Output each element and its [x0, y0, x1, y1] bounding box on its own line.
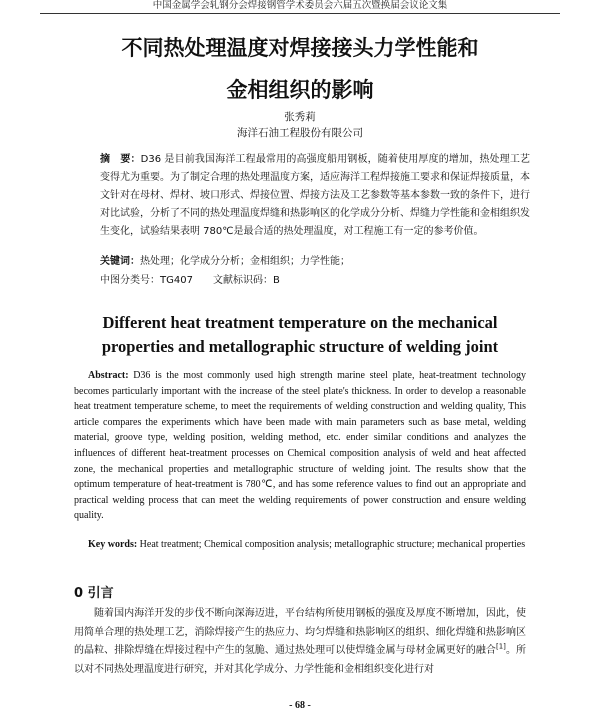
chinese-abstract-label: 摘 要： [100, 154, 141, 165]
english-abstract [74, 368, 526, 524]
introduction-text-part-2: 。所以对不同热处理温度进行研究，并对其化学成分、力学性能和金相组织变化进行对 [74, 645, 527, 675]
chinese-keywords-label: 关键词： [100, 256, 140, 267]
english-keywords [74, 537, 526, 553]
english-abstract-text: D36 is the most commonly used high strength marine steel plate, heat-treatment technology becomes particularly important with the increase of the steel plate's thickness. In order to develop a reasonable heat treatment temperature scheme, to meet the requirements of welding construction and welding quality, This article compares the experiments which have been made with main parameters such as base metal, welding material, groove type, welding position, welding method, etc. ender similar conditions and analyzes the influences of different heat-treatment processes on Chemical composition analysis of weld and heat affected zone, the mechanical properties and metallographic structure of welding joint. The results show that the optimum temperature of heat-treatment is 780℃, and has some reference values to find out an appropriate and practical welding process that can meet the welding requirements of power construction and ensure welding quality. [74, 370, 526, 522]
chinese-keywords-text: 热处理；化学成分分析；金相组织；力学性能； [140, 256, 350, 267]
chinese-abstract [100, 151, 530, 241]
english-abstract-label: Abstract: [88, 370, 129, 381]
header-rule [40, 13, 560, 14]
chinese-keywords [100, 253, 530, 271]
english-title-line-1: Different heat treatment temperature on the mechanical [102, 313, 498, 332]
classification-line: 中图分类号：TG407 文献标识码：B [100, 275, 280, 286]
author-affiliation: 海洋石油工程股份有限公司 [237, 127, 363, 139]
english-keywords-text: Heat treatment; Chemical composition analysis; metallographic structure; mechanical properties [137, 539, 526, 550]
introduction-paragraph [74, 605, 526, 679]
chinese-title-line-2: 金相组织的影响 [226, 78, 374, 102]
chinese-abstract-text: D36 是目前我国海洋工程最常用的高强度船用钢板，随着使用厚度的增加，热处理工艺变得尤为重要。为了制定合理的热处理温度方案，适应海洋工程焊接施工要求和保证焊接质量，本文针对在母材、焊材、坡口形式、焊接位置、焊接方法及工艺参数等基本参数一致的条件下，进行对比试验，分析了不同的热处理温度焊缝和热影响区的化学成分分析、焊缝力学性能和金相组织发生变化，试验结果表明 780℃是最合适的热处理温度，对工程施工有一定的参考价值。 [100, 154, 530, 237]
running-header: 中国金属学会轧钢分会焊接钢管学术委员会六届五次暨换届会议论文集 [152, 0, 448, 11]
section-heading-introduction: 0 引言 [74, 586, 114, 601]
citation-reference[interactable]: [1] [495, 642, 506, 651]
page-number: - 68 - [289, 700, 311, 711]
english-keywords-label: Key words: [88, 539, 138, 550]
english-title-line-2: properties and metallographic structure of welding joint [101, 337, 499, 356]
chinese-title-line-1: 不同热处理温度对焊接接头力学性能和 [121, 36, 479, 60]
author-name: 张秀莉 [284, 111, 316, 123]
introduction-text-part-1: 随着国内海洋开发的步伐不断向深海迈进，平台结构所使用钢板的强度及厚度不断增加，因此，使用简单合理的热处理工艺，消除焊接产生的热应力、均匀焊缝和热影响区的组织、细化焊缝和热影响区的晶粒、排除焊缝在焊接过程中产生的氢脆、通过热处理可以使焊缝金属与母材金属更好的融合 [74, 608, 526, 656]
